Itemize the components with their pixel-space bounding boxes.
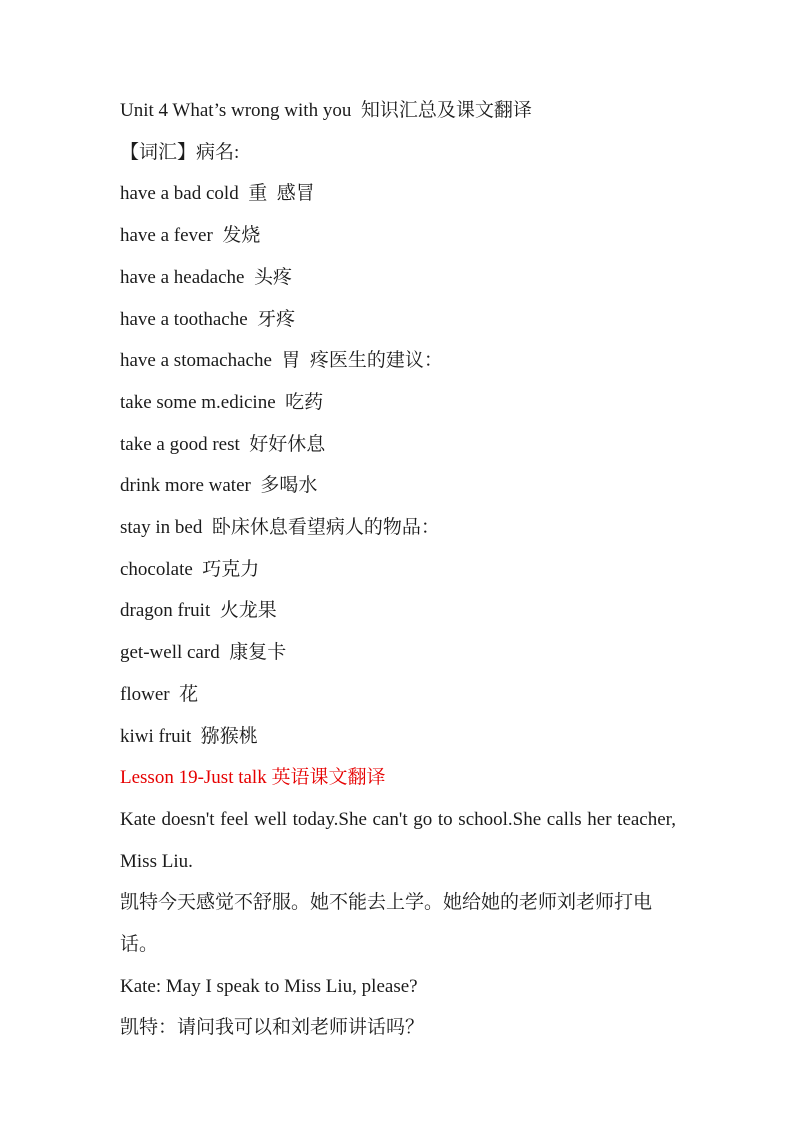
lesson19-heading: Lesson 19-Just talk 英语课文翻译 (120, 767, 386, 789)
vocab-item-headache: have a headache 头疼 (120, 266, 292, 288)
vocab-item-toothache: have a toothache 牙疼 (120, 308, 296, 330)
vocab-item-medicine: take some m.edicine 吃药 (120, 391, 324, 413)
vocab-item-fever: have a fever 发烧 (120, 225, 261, 247)
document-title: Unit 4 What’s wrong with you 知识汇总及课文翻译 (120, 100, 532, 121)
vocab-item-dragon-fruit: dragon fruit 火龙果 (120, 600, 277, 622)
vocab-item-bad-cold: have a bad cold 重 感冒 (120, 183, 315, 205)
vocab-item-kiwi-fruit: kiwi fruit 猕猴桃 (120, 725, 258, 747)
lesson19-dialogue-kate-zh: 凯特：请问我可以和刘老师讲话吗？ (120, 1017, 425, 1039)
vocab-item-get-well-card: get-well card 康复卡 (120, 642, 287, 664)
lesson19-story-translation: 凯特今天感觉不舒服。她不能去上学。她给她的老师刘老师打电话。 (120, 892, 653, 956)
vocab-item-stay-in-bed: stay in bed 卧床休息看望病人的物品： (120, 517, 440, 539)
lesson19-dialogue-kate-en: Kate: May I speak to Miss Liu, please? (120, 975, 418, 997)
vocab-item-chocolate: chocolate 巧克力 (120, 558, 260, 580)
lesson19-story-line-1: Kate doesn't feel well today.She can't go to school.She calls her teacher, (120, 808, 676, 830)
vocab-section-header: 【词汇】病名: (120, 141, 240, 163)
vocab-item-drink-water: drink more water 多喝水 (120, 475, 318, 497)
vocab-item-good-rest: take a good rest 好好休息 (120, 433, 326, 455)
vocab-item-flower: flower 花 (120, 683, 199, 705)
lesson19-story-line-2: Miss Liu. (120, 850, 193, 872)
vocab-item-stomachache: have a stomachache 胃 疼医生的建议： (120, 350, 443, 372)
